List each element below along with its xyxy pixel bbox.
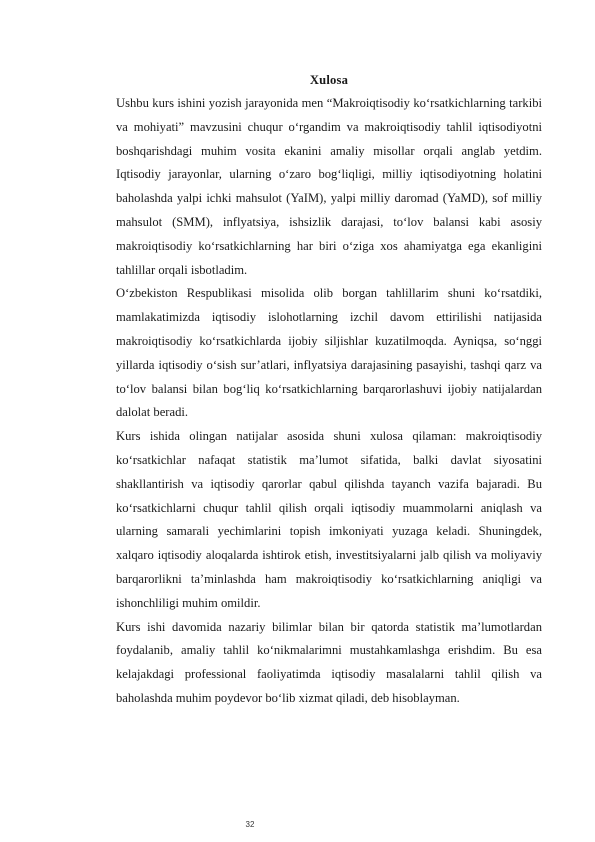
paragraph-4: Kurs ishi davomida nazariy bilimlar bilan bir qatorda statistik ma’lumotlardan foydalanib, amaliy tahlil ko‘nikmalarimni mustahkamlashga erishdim. Bu esa kelajakdagi professional faoliyatimda iqtisodiy masalalarni tahlil qilish va baholashda muhim poydevor bo‘lib xizmat qiladi, deb hisoblayman. [116, 619, 542, 705]
section-title: Xulosa [309, 73, 349, 87]
page-number: 32 [245, 820, 255, 829]
paragraph-1: Ushbu kurs ishini yozish jarayonida men “Makroiqtisodiy ko‘rsatkichlarning tarkibi va mohiyati” mavzusini chuqur o‘rgandim va makroiqtisodiy tahlil iqtisodiyotni boshqarishdagi muhim vosita ekanini amaliy misollar orqali anglab yetdim. Iqtisodiy jarayonlar, ularning o‘zaro bog‘liqligi, milliy iqtisodiyotning holatini baholashda yalpi ichki mahsulot (YaIM), yalpi milliy daromad (YaMD), sof milliy mahsulot (SMM), inflyatsiya, ishsizlik darajasi, to‘lov balansi kabi asosiy makroiqtisodiy ko‘rsatkichlarning har biri o‘ziga xos ahamiyatga ega ekanligini tahlillar orqali isbotladim. [116, 96, 542, 277]
document-body [116, 68, 542, 711]
paragraph-2: O‘zbekiston Respublikasi misolida olib borgan tahlillarim shuni ko‘rsatdiki, mamlakatimizda iqtisodiy islohotlarning izchil davom ettirilishi natijasida makroiqtisodiy ko‘rsatkichlarda ijobiy siljishlar kuzatilmoqda. Ayniqsa, so‘nggi yillarda iqtisodiy o‘sish sur’atlari, inflyatsiya darajasining pasayishi, tashqi qarz va to‘lov balansi bilan bog‘liq ko‘rsatkichlarning barqarorlashuvi ijobiy natijalardan dalolat beradi. [116, 286, 542, 420]
paragraph-3: Kurs ishida olingan natijalar asosida shuni xulosa qilaman: makroiqtisodiy ko‘rsatkichlar nafaqat statistik ma’lumot sifatida, balki davlat siyosatini shakllantirish va iqtisodiy qarorlar qabul qilishda tayanch vazifa bajaradi. Bu ko‘rsatkichlarni chuqur tahlil qilish orqali iqtisodiy muammolarni aniqlash va ularning samarali yechimlarini topish imkoniyati yuzaga keladi. Shuningdek, xalqaro iqtisodiy aloqalarda ishtirok etish, investitsiyalarni jalb qilish va moliyaviy barqarorlikni ta’minlashda ham makroiqtisodiy ko‘rsatkichlarning aniqligi va ishonchliligi muhim omildir. [116, 429, 542, 610]
